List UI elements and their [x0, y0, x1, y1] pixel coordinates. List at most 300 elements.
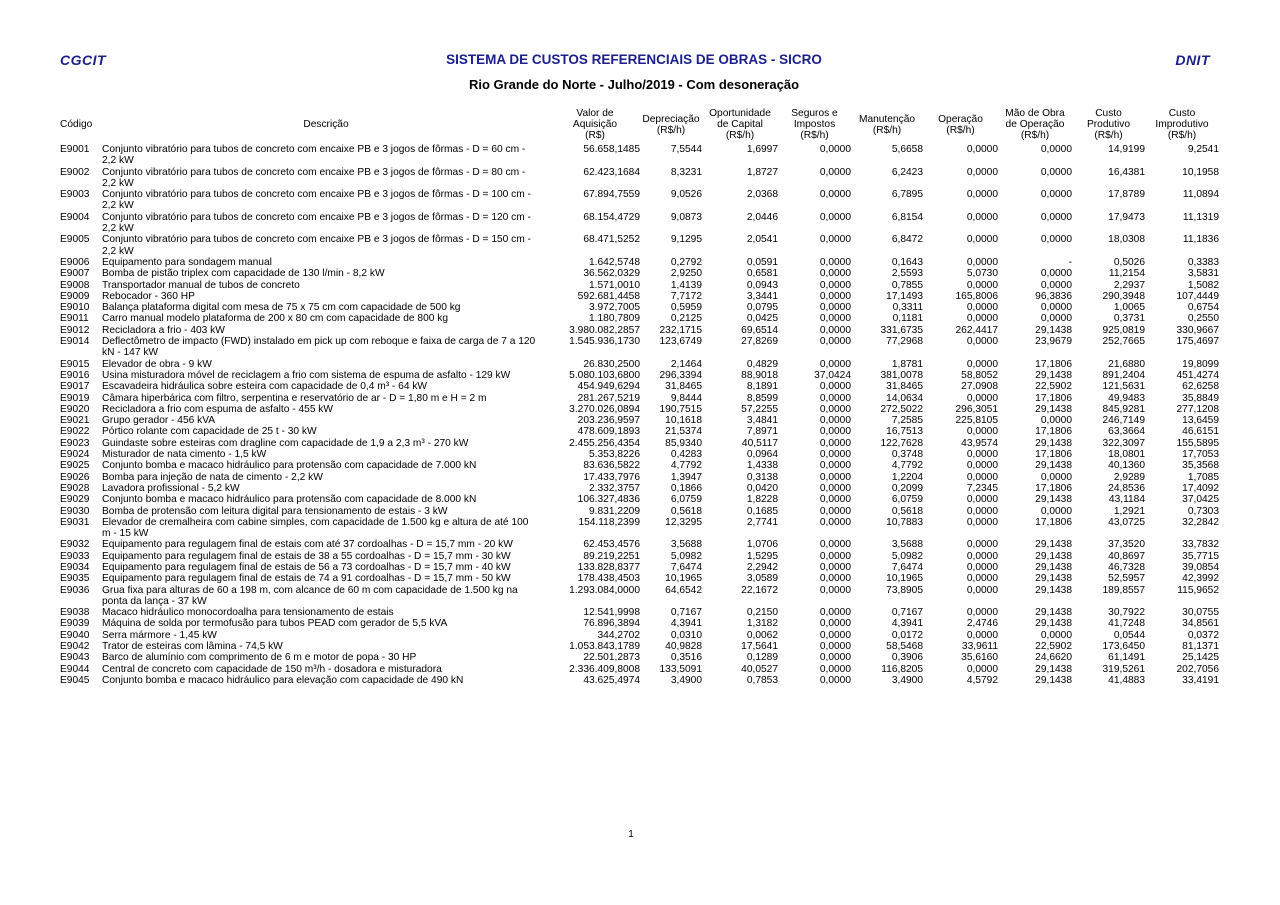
cell-maintenance: 73,8905 — [886, 584, 923, 596]
column-header-line: de Capital — [717, 119, 763, 130]
cell-code: E9033 — [60, 550, 90, 562]
cell-acquisition-value: 76.896,3894 — [583, 618, 640, 630]
table-row — [58, 313, 1219, 324]
cell-unproductive-cost: 0,6754 — [1187, 302, 1219, 314]
cell-capital-opportunity: 3,4841 — [746, 415, 778, 427]
cell-description: Pórtico rolante com capacidade de 25 t - 30 kW — [102, 426, 317, 438]
cell-depreciation: 9,1295 — [670, 234, 702, 246]
cell-code: E9001 — [60, 144, 90, 155]
cell-operation: 0,0000 — [966, 550, 998, 562]
cell-maintenance: 16,7513 — [886, 426, 923, 438]
column-header-line: Operação — [938, 113, 983, 125]
cell-maintenance: 0,3906 — [891, 652, 923, 664]
table-row — [58, 483, 1219, 494]
cell-unproductive-cost: 19,8099 — [1182, 358, 1219, 370]
cell-code: E9007 — [60, 268, 90, 280]
cell-productive-cost: 121,5631 — [1102, 381, 1145, 393]
cell-maintenance: 6,8154 — [891, 211, 923, 223]
cell-unproductive-cost: 277,1208 — [1176, 403, 1219, 415]
cell-code: E9012 — [60, 324, 90, 336]
cell-depreciation: 40,9828 — [665, 641, 702, 653]
cell-depreciation: 1,3947 — [670, 471, 702, 483]
cell-description: Bomba para injeção de nata de cimento - 2,2 kW — [102, 471, 323, 483]
cell-insurance-taxes: 0,0000 — [819, 550, 851, 562]
cell-operation: 0,0000 — [966, 561, 998, 573]
cell-description: Conjunto bomba e macaco hidráulico para protensão com capacidade de 7.000 kN — [102, 460, 477, 472]
cell-maintenance: 10,1965 — [886, 573, 923, 585]
cell-operation-labor: 29,1438 — [1035, 607, 1072, 619]
cell-acquisition-value: 83.636,5822 — [583, 460, 640, 472]
cell-maintenance: 10,7883 — [886, 516, 923, 528]
cell-acquisition-value: 17.433,7976 — [583, 471, 640, 483]
cell-acquisition-value: 1.642,5748 — [589, 256, 640, 268]
cell-maintenance: 0,7855 — [891, 279, 923, 291]
cell-description: Elevador de cremalheira com cabine simples, com capacidade de 1.500 kg e altura de até 100 m - 15 kW — [102, 516, 529, 540]
cell-capital-opportunity: 40,0527 — [741, 663, 778, 675]
cell-capital-opportunity: 1,0706 — [746, 539, 778, 551]
cell-maintenance: 2,5593 — [891, 268, 923, 280]
cell-capital-opportunity: 0,1289 — [746, 652, 778, 664]
table-row — [58, 370, 1219, 381]
cell-insurance-taxes: 0,0000 — [819, 302, 851, 314]
cell-operation: 0,0000 — [966, 144, 998, 155]
cell-maintenance: 272,5022 — [880, 403, 923, 415]
cell-code: E9004 — [60, 211, 90, 223]
cell-operation: 0,0000 — [966, 460, 998, 472]
cell-acquisition-value: 36.562,0329 — [583, 268, 640, 280]
column-header-description — [102, 106, 550, 144]
cell-depreciation: 2,1464 — [670, 358, 702, 370]
cell-maintenance: 4,7792 — [891, 460, 923, 472]
cell-operation-labor: 29,1438 — [1035, 550, 1072, 562]
cell-productive-cost: 1,2921 — [1113, 505, 1145, 517]
cell-operation: 7,2345 — [966, 482, 998, 494]
cell-acquisition-value: 62.423,1684 — [583, 166, 640, 178]
cell-maintenance: 0,2099 — [891, 482, 923, 494]
cell-operation: 0,0000 — [966, 166, 998, 178]
cell-insurance-taxes: 0,0000 — [819, 358, 851, 370]
cell-description: Conjunto vibratório para tubos de concreto com encaixe PB e 3 jogos de fôrmas - D = 100 cm - 2,2 kW — [102, 189, 531, 212]
cell-maintenance: 0,0172 — [891, 629, 923, 641]
cell-maintenance: 3,5688 — [891, 539, 923, 551]
cell-productive-cost: 2,2937 — [1113, 279, 1145, 291]
table-row — [58, 404, 1219, 415]
cell-unproductive-cost: 9,2541 — [1187, 144, 1219, 155]
cell-acquisition-value: 1.545.936,1730 — [569, 336, 640, 348]
column-header-line: Valor de — [576, 108, 614, 119]
table-row — [58, 472, 1219, 483]
cell-operation: 165,8006 — [955, 290, 998, 302]
table-row — [58, 641, 1219, 652]
cell-capital-opportunity: 0,0795 — [746, 302, 778, 314]
cell-insurance-taxes: 0,0000 — [819, 256, 851, 268]
cell-depreciation: 7,6474 — [670, 561, 702, 573]
cell-insurance-taxes: 0,0000 — [819, 584, 851, 596]
cell-description: Equipamento para regulagem final de estais de 56 a 73 cordoalhas - D = 15,7 mm - 40 kW — [102, 561, 511, 573]
cell-capital-opportunity: 1,5295 — [746, 550, 778, 562]
cell-operation: 0,0000 — [966, 302, 998, 314]
table-row — [58, 257, 1219, 268]
cell-capital-opportunity: 0,0591 — [746, 256, 778, 268]
table-row — [58, 336, 1219, 359]
cell-operation: 0,0000 — [966, 629, 998, 641]
cell-operation: 33,9611 — [961, 641, 998, 653]
cell-productive-cost: 46,7328 — [1108, 561, 1145, 573]
cell-unproductive-cost: 1,7085 — [1187, 471, 1219, 483]
cell-operation-labor: 0,0000 — [1040, 415, 1072, 427]
cell-productive-cost: 17,8789 — [1108, 189, 1145, 201]
cell-capital-opportunity: 0,0943 — [746, 279, 778, 291]
column-header-operation — [923, 106, 998, 144]
cell-operation-labor: 0,0000 — [1040, 211, 1072, 223]
cell-acquisition-value: 89.219,2251 — [583, 550, 640, 562]
cell-maintenance: 116,8205 — [881, 663, 923, 675]
table-row — [58, 539, 1219, 550]
cell-maintenance: 5,6658 — [891, 144, 923, 155]
cell-code: E9043 — [60, 652, 90, 664]
cell-code: E9008 — [60, 279, 90, 291]
document-title: SISTEMA DE CUSTOS REFERENCIAIS DE OBRAS - SICRO — [446, 52, 822, 67]
column-header-insurance-taxes — [778, 106, 851, 144]
cell-operation: 0,0000 — [966, 584, 998, 596]
cell-insurance-taxes: 0,0000 — [819, 629, 851, 641]
cell-acquisition-value: 454.949,6294 — [577, 381, 640, 393]
cell-unproductive-cost: 42,3992 — [1182, 573, 1219, 585]
column-header-line: (R$/h) — [725, 130, 755, 141]
cell-capital-opportunity: 1,8228 — [746, 494, 778, 506]
cell-capital-opportunity: 3,3441 — [746, 290, 778, 302]
cell-code: E9014 — [60, 336, 90, 348]
cell-code: E9002 — [60, 166, 90, 178]
table-row — [58, 652, 1219, 663]
cell-unproductive-cost: 10,1958 — [1182, 166, 1219, 178]
column-header-line: Custo — [1168, 108, 1196, 119]
cell-productive-cost: 0,3731 — [1113, 313, 1145, 325]
cell-code: E9026 — [60, 471, 90, 483]
cell-capital-opportunity: 8,8599 — [746, 392, 778, 404]
cell-code: E9042 — [60, 641, 90, 653]
cell-insurance-taxes: 0,0000 — [819, 674, 851, 686]
cell-unproductive-cost: 17,4092 — [1182, 482, 1219, 494]
cell-productive-cost: 11,2154 — [1108, 268, 1145, 280]
cell-code: E9009 — [60, 290, 90, 302]
cell-operation-labor: 29,1438 — [1035, 584, 1072, 596]
table-row — [58, 494, 1219, 505]
column-header-line: Seguros e — [791, 108, 838, 119]
cell-capital-opportunity: 1,6997 — [746, 144, 778, 155]
cell-capital-opportunity: 0,7853 — [746, 674, 778, 686]
cell-operation: 0,0000 — [966, 663, 998, 675]
column-header-line: (R$/h) — [1094, 130, 1123, 141]
cell-depreciation: 0,4283 — [670, 449, 702, 461]
cell-depreciation: 1,4139 — [670, 279, 702, 291]
cell-description: Equipamento para regulagem final de estais de 74 a 91 cordoalhas - D = 15,7 mm - 50 kW — [102, 573, 511, 585]
cell-operation: 0,0000 — [966, 234, 998, 246]
cell-operation: 0,0000 — [966, 471, 998, 483]
cell-operation-labor: 22,5902 — [1035, 381, 1072, 393]
cell-depreciation: 296,3394 — [659, 369, 702, 381]
cell-capital-opportunity: 2,0541 — [746, 234, 778, 246]
cell-unproductive-cost: 35,7715 — [1182, 550, 1219, 562]
cell-depreciation: 6,0759 — [670, 494, 702, 506]
cell-code: E9034 — [60, 561, 90, 573]
table-body — [58, 144, 1219, 686]
cell-code: E9035 — [60, 573, 90, 585]
cell-productive-cost: 189,8557 — [1102, 584, 1145, 596]
cell-insurance-taxes: 0,0000 — [819, 618, 851, 630]
cell-insurance-taxes: 0,0000 — [819, 607, 851, 619]
cell-code: E9025 — [60, 460, 90, 472]
cell-acquisition-value: 106.327,4836 — [577, 494, 640, 506]
cell-unproductive-cost: 37,0425 — [1182, 494, 1219, 506]
column-header-productive-cost — [1072, 106, 1145, 144]
cell-unproductive-cost: 0,2550 — [1187, 313, 1219, 325]
cell-productive-cost: 24,8536 — [1108, 482, 1145, 494]
cell-unproductive-cost: 155,5895 — [1176, 437, 1219, 449]
cell-code: E9032 — [60, 539, 90, 551]
cell-acquisition-value: 3.972,7005 — [589, 302, 640, 314]
table-row — [58, 393, 1219, 404]
table-row — [58, 449, 1219, 460]
column-header-line: (R$/h) — [800, 130, 829, 141]
cell-productive-cost: 845,9281 — [1102, 403, 1145, 415]
cell-operation-labor: 0,0000 — [1040, 144, 1072, 155]
cell-capital-opportunity: 0,1685 — [746, 505, 778, 517]
table-row — [58, 291, 1219, 302]
cell-productive-cost: 0,5026 — [1113, 256, 1145, 268]
cell-operation-labor: 17,1806 — [1035, 516, 1072, 528]
cell-depreciation: 3,4900 — [670, 674, 702, 686]
table-row — [58, 618, 1219, 629]
cell-description: Barco de alumínio com comprimento de 6 m e motor de popa - 30 HP — [102, 652, 417, 664]
cell-description: Conjunto vibratório para tubos de concreto com encaixe PB e 3 jogos de fôrmas - D = 150 cm - 2,2 kW — [102, 234, 531, 257]
cell-unproductive-cost: 11,1836 — [1182, 234, 1219, 246]
cell-maintenance: 58,5468 — [886, 641, 923, 653]
table-row — [58, 573, 1219, 584]
cell-depreciation: 10,1965 — [665, 573, 702, 585]
cell-description: Equipamento para regulagem final de estais com até 37 cordoalhas - D = 15,7 mm - 20 kW — [102, 539, 513, 551]
cell-description: Trator de esteiras com lâmina - 74,5 kW — [102, 641, 283, 653]
cell-productive-cost: 41,4883 — [1108, 674, 1145, 686]
cell-productive-cost: 322,3097 — [1102, 437, 1145, 449]
cell-depreciation: 5,0982 — [670, 550, 702, 562]
table-row — [58, 325, 1219, 336]
cell-maintenance: 122,7628 — [880, 437, 923, 449]
table-row — [58, 234, 1219, 257]
cell-maintenance: 31,8465 — [886, 381, 923, 393]
cell-acquisition-value: 592.681,4458 — [577, 290, 640, 302]
cell-code: E9045 — [60, 674, 90, 686]
cell-operation: 4,5792 — [966, 674, 998, 686]
cell-productive-cost: 246,7149 — [1102, 415, 1145, 427]
cell-depreciation: 7,5544 — [670, 144, 702, 155]
cell-acquisition-value: 3.980.082,2857 — [569, 324, 640, 336]
cell-acquisition-value: 203.236,9597 — [577, 415, 640, 427]
cell-operation-labor: 0,0000 — [1040, 629, 1072, 641]
cell-capital-opportunity: 8,1891 — [746, 381, 778, 393]
page-number: 1 — [628, 829, 634, 840]
cell-capital-opportunity: 17,5641 — [741, 641, 778, 653]
cell-depreciation: 0,2792 — [670, 256, 702, 268]
cell-acquisition-value: 2.332,3757 — [589, 482, 640, 494]
cell-description: Equipamento para sondagem manual — [102, 256, 272, 268]
cell-acquisition-value: 1.293.084,0000 — [569, 584, 640, 596]
cell-code: E9028 — [60, 482, 90, 494]
cell-maintenance: 6,8472 — [891, 234, 923, 246]
cell-productive-cost: 43,0725 — [1108, 516, 1145, 528]
cell-acquisition-value: 1.053.843,1789 — [569, 641, 640, 653]
cell-insurance-taxes: 0,0000 — [819, 494, 851, 506]
cell-depreciation: 0,5959 — [670, 302, 702, 314]
cell-acquisition-value: 62.453,4576 — [583, 539, 640, 551]
cell-unproductive-cost: 115,9652 — [1177, 584, 1219, 596]
cell-maintenance: 14,0634 — [886, 392, 923, 404]
cell-insurance-taxes: 0,0000 — [819, 392, 851, 404]
cell-operation-labor: 0,0000 — [1040, 279, 1072, 291]
cell-unproductive-cost: 35,3568 — [1182, 460, 1219, 472]
cell-productive-cost: 40,8697 — [1108, 550, 1145, 562]
cell-insurance-taxes: 0,0000 — [819, 641, 851, 653]
cell-insurance-taxes: 0,0000 — [819, 381, 851, 393]
cell-capital-opportunity: 27,8269 — [741, 336, 778, 348]
cell-operation-labor: 29,1438 — [1035, 403, 1072, 415]
cell-description: Transportador manual de tubos de concreto — [102, 279, 300, 291]
cell-operation: 0,0000 — [966, 607, 998, 619]
column-header-line: (R$/h) — [656, 124, 686, 136]
cell-insurance-taxes: 0,0000 — [819, 652, 851, 664]
cell-description: Conjunto vibratório para tubos de concreto com encaixe PB e 3 jogos de fôrmas - D = 60 cm - 2,2 kW — [102, 144, 526, 167]
cell-operation-labor: 0,0000 — [1040, 505, 1072, 517]
cell-depreciation: 0,0310 — [670, 629, 702, 641]
cell-depreciation: 9,8444 — [670, 392, 702, 404]
cell-operation-labor: 23,9679 — [1035, 336, 1072, 348]
cell-unproductive-cost: 46,6151 — [1182, 426, 1219, 438]
cell-acquisition-value: 2.455.256,4354 — [569, 437, 640, 449]
cell-operation-labor: 17,1806 — [1035, 482, 1072, 494]
cell-description: Rebocador - 360 HP — [102, 290, 195, 302]
cell-code: E9030 — [60, 505, 90, 517]
cell-acquisition-value: 5.080.103,6800 — [569, 369, 640, 381]
cell-code: E9005 — [60, 234, 90, 246]
cell-depreciation: 123,6749 — [659, 336, 702, 348]
cell-acquisition-value: 68.471,5252 — [583, 234, 640, 246]
column-header-line: (R$/h) — [1020, 130, 1050, 141]
cell-capital-opportunity: 0,3138 — [746, 471, 778, 483]
cell-depreciation: 12,3295 — [665, 516, 702, 528]
cell-insurance-taxes: 0,0000 — [819, 573, 851, 585]
cell-unproductive-cost: 81,1371 — [1182, 641, 1219, 653]
cell-operation-labor: 17,1806 — [1035, 449, 1072, 461]
cell-productive-cost: 49,9483 — [1108, 392, 1145, 404]
cell-description: Guindaste sobre esteiras com dragline com capacidade de 1,9 a 2,3 m³ - 270 kW — [102, 437, 469, 449]
cell-code: E9016 — [60, 369, 90, 381]
cell-code: E9044 — [60, 663, 90, 675]
cell-productive-cost: 16,4381 — [1108, 166, 1145, 178]
table-row — [58, 189, 1219, 212]
cell-insurance-taxes: 0,0000 — [819, 166, 851, 178]
cell-maintenance: 7,2585 — [891, 415, 923, 427]
column-header-operation-labor — [998, 106, 1072, 144]
cell-capital-opportunity: 0,6581 — [746, 268, 778, 280]
cell-code: E9017 — [60, 381, 90, 393]
cell-productive-cost: 173,6450 — [1102, 641, 1145, 653]
cell-maintenance: 6,2423 — [891, 166, 923, 178]
cell-operation: 0,0000 — [966, 505, 998, 517]
cell-depreciation: 4,3941 — [670, 618, 702, 630]
cell-maintenance: 4,3941 — [891, 618, 923, 630]
cell-operation-labor: 24,6620 — [1035, 652, 1072, 664]
cell-unproductive-cost: 202,7056 — [1176, 663, 1219, 675]
cell-depreciation: 0,2125 — [670, 313, 702, 325]
cell-unproductive-cost: 13,6459 — [1182, 415, 1219, 427]
cell-operation-labor: 29,1438 — [1035, 494, 1072, 506]
cell-depreciation: 2,9250 — [670, 268, 702, 280]
cell-productive-cost: 37,3520 — [1108, 539, 1145, 551]
cell-operation-labor: 0,0000 — [1040, 189, 1072, 201]
cell-unproductive-cost: 0,3383 — [1187, 256, 1219, 268]
cell-operation: 58,8052 — [961, 369, 998, 381]
cell-operation-labor: 0,0000 — [1040, 302, 1072, 314]
cell-description: Máquina de solda por termofusão para tubos PEAD com gerador de 5,5 kVA — [102, 618, 448, 630]
cell-productive-cost: 17,9473 — [1108, 211, 1145, 223]
cell-operation: 2,4746 — [966, 618, 998, 630]
cell-unproductive-cost: 62,6258 — [1182, 381, 1219, 393]
cell-productive-cost: 14,9199 — [1108, 144, 1145, 155]
table-row — [58, 664, 1219, 675]
cell-insurance-taxes: 0,0000 — [819, 449, 851, 461]
cell-acquisition-value: 5.353,8226 — [589, 449, 640, 461]
cell-operation-labor: 29,1438 — [1035, 437, 1072, 449]
cell-insurance-taxes: 0,0000 — [819, 471, 851, 483]
cell-insurance-taxes: 0,0000 — [819, 415, 851, 427]
cell-maintenance: 0,1181 — [892, 313, 923, 325]
cell-code: E9036 — [60, 584, 90, 596]
cell-operation-labor: 29,1438 — [1035, 460, 1072, 472]
cell-unproductive-cost: 3,5831 — [1187, 268, 1219, 280]
cell-acquisition-value: 26.830,2500 — [583, 358, 640, 370]
cell-operation: 0,0000 — [966, 449, 998, 461]
cell-acquisition-value: 12.541,9998 — [583, 607, 640, 619]
cell-operation-labor: 29,1438 — [1035, 561, 1072, 573]
cell-capital-opportunity: 0,0420 — [746, 482, 778, 494]
cell-operation: 0,0000 — [966, 494, 998, 506]
cell-operation-labor: - — [1068, 256, 1072, 268]
cell-acquisition-value: 68.154,4729 — [583, 211, 640, 223]
table-row — [58, 359, 1219, 370]
column-header-line: (R$/h) — [1167, 130, 1197, 141]
cell-maintenance: 0,7167 — [891, 607, 923, 619]
table-row — [58, 517, 1219, 540]
cell-capital-opportunity: 1,3182 — [746, 618, 778, 630]
cell-operation: 0,0000 — [966, 573, 998, 585]
cell-maintenance: 381,0078 — [880, 369, 923, 381]
cell-operation: 225,8105 — [955, 415, 998, 427]
cell-operation: 0,0000 — [966, 313, 998, 325]
cell-depreciation: 21,5374 — [665, 426, 702, 438]
cell-insurance-taxes: 0,0000 — [819, 403, 851, 415]
column-header-line: Descrição — [303, 119, 349, 130]
cell-capital-opportunity: 22,1672 — [741, 584, 778, 596]
table-row — [58, 460, 1219, 471]
cell-insurance-taxes: 0,0000 — [819, 144, 851, 155]
cell-operation: 35,6160 — [961, 652, 998, 664]
cell-depreciation: 85,9340 — [665, 437, 702, 449]
table-row — [58, 675, 1219, 686]
cell-insurance-taxes: 0,0000 — [819, 234, 851, 246]
cell-description: Conjunto bomba e macaco hidráulico para elevação com capacidade de 490 kN — [102, 674, 464, 686]
cell-insurance-taxes: 0,0000 — [819, 482, 851, 494]
column-header-maintenance — [851, 106, 923, 144]
